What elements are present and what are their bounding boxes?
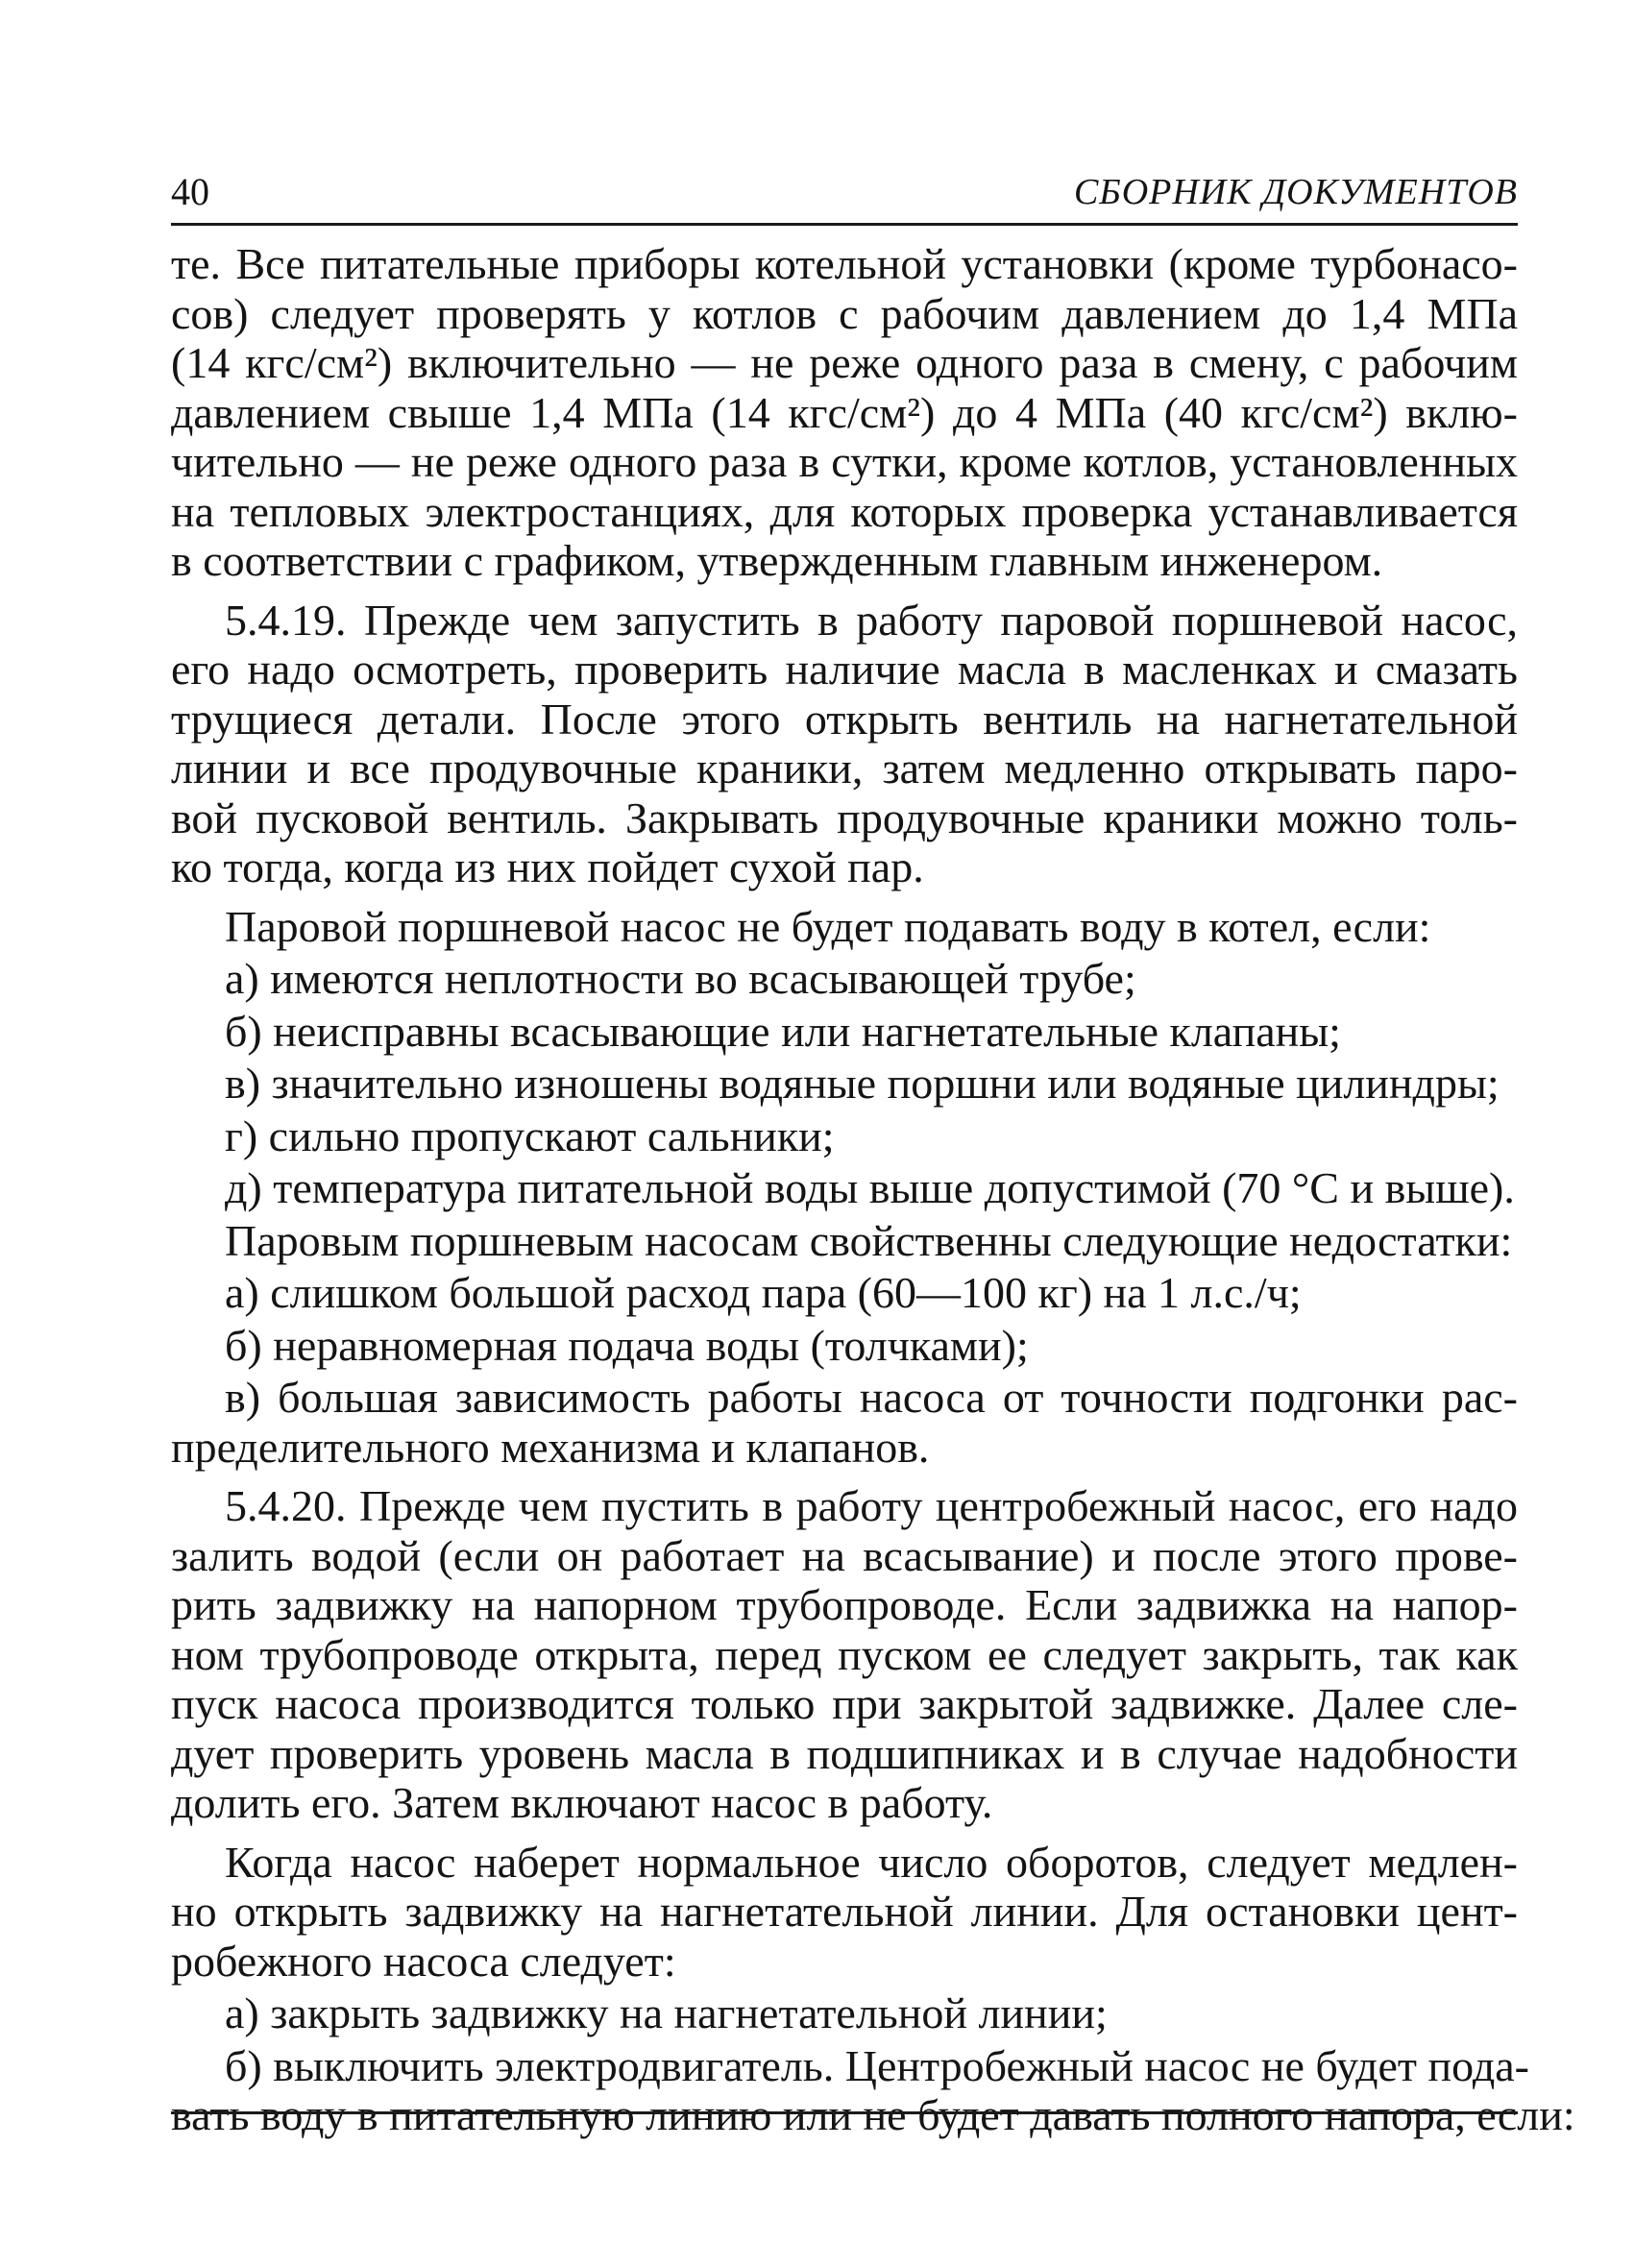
list-item: г) сильно пропускают сальники; (225, 1110, 835, 1160)
list-item: а) имеются неплотности во всасывающей трубе; (225, 954, 1136, 1003)
list-item: б) неравномерная подача воды (толчками); (225, 1320, 1029, 1370)
running-head (171, 163, 1518, 226)
clause-5-4-20-line: ном трубопроводе открыта, перед пуском ее следует закрыть, так как (171, 1629, 1518, 1679)
page-number: 40 (171, 170, 209, 213)
footer-rule (171, 2111, 1518, 2114)
list-item: а) слишком большой расход пара (60—100 кг) на 1 л.с./ч; (225, 1268, 1302, 1317)
clause-5-4-20-line: долить его. Затем включают насос в работу. (171, 1778, 993, 1827)
clause-5-4-20-line: пуск насоса производится только при закрытой задвижке. Далее сле- (171, 1679, 1518, 1728)
text-line: давлением свыше 1,4 МПа (14 кгс/см²) до 4 МПа (40 кгс/см²) вклю- (171, 387, 1518, 437)
list-item: в) значительно изношены водяные поршни или водяные цилиндры; (225, 1059, 1500, 1108)
clause-5-4-19-line: его надо осмотреть, проверить наличие масла в масленках и смазать (171, 645, 1518, 694)
drawbacks-intro: Паровым поршневым насосам свойственны следующие недостатки: (225, 1215, 1513, 1265)
list-item: в) большая зависимость работы насоса от точности подгонки рас- (225, 1373, 1518, 1422)
list-item: б) выключить электродвигатель. Центробежный насос не будет пода- (225, 2040, 1529, 2090)
text-line: на тепловых электростанциях, для которых проверка устанавливается (171, 486, 1518, 536)
clause-5-4-19-line: ко тогда, когда из них пойдет сухой пар. (171, 842, 924, 891)
clause-5-4-19-line: 5.4.19. Прежде чем запустить в работу паровой поршневой насос, (225, 595, 1518, 645)
clause-5-4-20-line: залить водой (если он работает на всасывание) и после этого прове- (171, 1530, 1518, 1580)
list-item-continuation: пределительного механизма и клапанов. (171, 1422, 930, 1472)
text-line: те. Все питательные приборы котельной установки (кроме турбонасо- (171, 239, 1518, 288)
stop-paragraph-line: робежного насоса следует: (171, 1936, 676, 1986)
text-line: в соответствии с графиком, утвержденным главным инженером. (171, 536, 1383, 585)
list-item: а) закрыть задвижку на нагнетательной линии; (225, 1988, 1108, 2037)
list-item: д) температура питательной воды выше допустимой (70 °С и выше). (225, 1163, 1515, 1212)
collection-title: СБОРНИК ДОКУМЕНТОВ (1073, 172, 1518, 212)
list-item-continuation: вать воду в питательную линию или не будет давать полного напора, если: (171, 2090, 1575, 2139)
text-line: чительно — не реже одного раза в сутки, кроме котлов, установленных (171, 437, 1518, 486)
body-text (171, 239, 1575, 2140)
stop-paragraph-line: но открыть задвижку на нагнетательной линии. Для остановки цент- (171, 1887, 1518, 1936)
clause-5-4-19-line: линии и все продувочные краники, затем медленно открывать паро- (171, 744, 1518, 793)
clause-5-4-19-line: трущиеся детали. После этого открыть вентиль на нагнетательной (171, 694, 1518, 744)
list-item: б) неисправны всасывающие или нагнетательные клапаны; (225, 1006, 1341, 1056)
text-line: (14 кгс/см²) включительно — не реже одного раза в смену, с рабочим (171, 338, 1518, 387)
text-line: сов) следует проверять у котлов с рабочим давлением до 1,4 МПа (171, 288, 1518, 338)
clause-5-4-19-line: вой пусковой вентиль. Закрывать продувочные краники можно толь- (171, 793, 1518, 842)
clause-5-4-20-line: дует проверить уровень масла в подшипниках и в случае надобности (171, 1728, 1518, 1778)
clause-5-4-20-line: 5.4.20. Прежде чем пустить в работу центробежный насос, его надо (225, 1481, 1518, 1530)
stop-paragraph-line: Когда насос наберет нормальное число оборотов, следует медлен- (225, 1837, 1518, 1887)
clause-5-4-20-line: рить задвижку на напорном трубопроводе. Если задвижка на напор- (171, 1580, 1518, 1629)
document-page (171, 163, 1575, 2140)
pump-fail-intro: Паровой поршневой насос не будет подавать воду в котел, если: (225, 901, 1431, 951)
